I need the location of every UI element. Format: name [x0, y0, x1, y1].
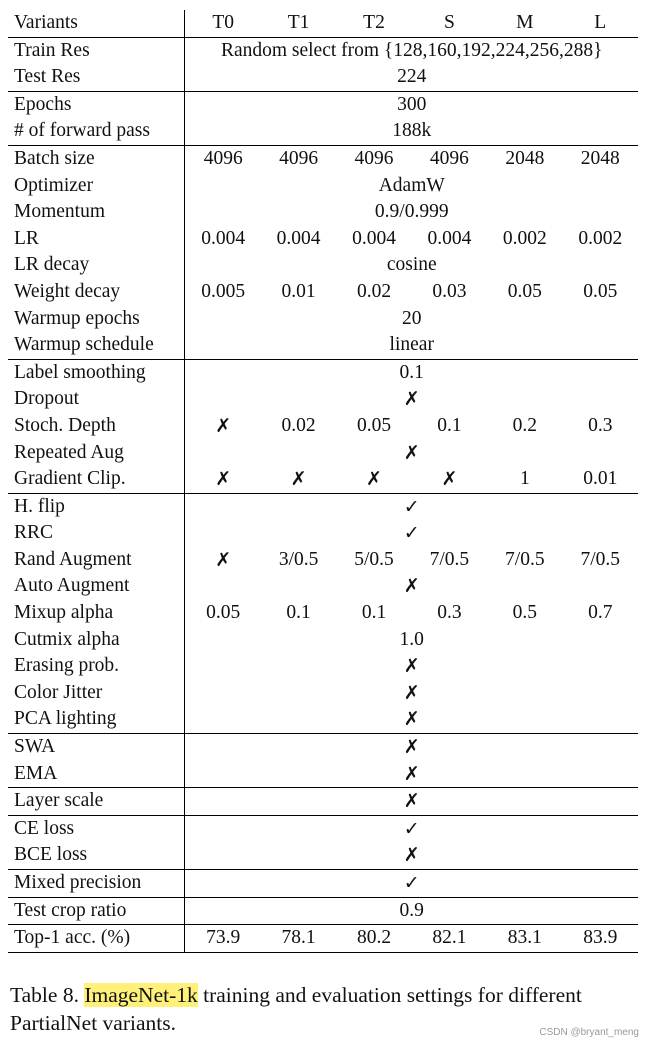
cell-value: 5/0.5 — [354, 548, 394, 570]
table-row — [8, 493, 638, 520]
table-row — [8, 653, 638, 680]
row-label: Test crop ratio — [8, 897, 185, 925]
cell-value: 0.3 — [437, 602, 462, 624]
shared-value: ✗ — [403, 762, 420, 785]
shared-value: ✗ — [403, 655, 420, 678]
cell-value: 0.03 — [432, 280, 467, 302]
table-row — [8, 118, 638, 145]
table-row — [8, 680, 638, 707]
shared-value: ✗ — [185, 788, 638, 816]
cell-value: 0.002 — [502, 227, 547, 249]
table-row — [8, 91, 638, 118]
cell-value: 0.2 — [512, 414, 537, 436]
shared-value: 0.9/0.999 — [374, 201, 449, 223]
cell-value: 4096 — [261, 145, 336, 172]
cell-value: 0.05 — [507, 280, 542, 302]
row-label: Mixup alpha — [8, 600, 185, 627]
header-col-t0: T0 — [212, 12, 235, 33]
shared-value: 300 — [185, 91, 638, 118]
header-col-t2: T2 — [363, 12, 385, 33]
shared-value: ✓ — [185, 815, 638, 842]
table-row — [8, 870, 638, 898]
row-label: Color Jitter — [8, 680, 185, 707]
table-row — [8, 466, 638, 493]
shared-value: ✗ — [403, 844, 420, 867]
cell-value: 0.05 — [206, 602, 241, 624]
cell-value: ✗ — [215, 548, 232, 571]
row-label: CE loss — [8, 815, 185, 842]
cell-value: 83.1 — [487, 925, 562, 953]
table-row — [8, 413, 638, 440]
shared-value: ✗ — [403, 575, 420, 598]
cell-value: 0.002 — [578, 227, 623, 249]
header-col-s: S — [443, 12, 455, 33]
shared-value: AdamW — [378, 174, 445, 196]
table-row — [8, 252, 638, 279]
row-label: Stoch. Depth — [8, 413, 185, 440]
shared-value: 188k — [392, 120, 432, 142]
cell-value: 0.01 — [583, 468, 618, 490]
cell-value: 0.1 — [437, 414, 462, 436]
table-row — [8, 706, 638, 733]
table-row — [8, 332, 638, 359]
table-row — [8, 734, 638, 761]
row-label: SWA — [8, 734, 185, 761]
table-row — [8, 600, 638, 627]
cell-value: 0.7 — [588, 602, 613, 624]
cell-value: 82.1 — [412, 925, 487, 953]
cell-value: 0.3 — [588, 414, 613, 436]
row-label: Erasing prob. — [8, 653, 185, 680]
cell-value: ✗ — [215, 414, 232, 437]
header-row — [8, 10, 638, 37]
table-row — [8, 897, 638, 925]
shared-value: ✗ — [185, 734, 638, 761]
table-row — [8, 173, 638, 200]
row-label: LR — [8, 226, 185, 253]
table-row — [8, 145, 638, 172]
row-label: Momentum — [8, 199, 185, 226]
row-label: # of forward pass — [8, 118, 185, 145]
row-label: Weight decay — [8, 279, 185, 306]
table-row — [8, 37, 638, 64]
row-label: H. flip — [8, 493, 185, 520]
row-label: Optimizer — [8, 173, 185, 200]
shared-value: linear — [389, 334, 434, 356]
cell-value: 0.005 — [201, 280, 246, 302]
cell-value: 0.004 — [201, 227, 246, 249]
table-row — [8, 815, 638, 842]
cell-value: 7/0.5 — [505, 548, 545, 570]
caption-prefix: Table 8. — [10, 983, 85, 1007]
table-row — [8, 226, 638, 253]
cell-value: 73.9 — [185, 925, 261, 953]
cell-value: 0.05 — [356, 414, 392, 436]
shared-value: 224 — [397, 66, 427, 88]
row-label: Auto Augment — [8, 573, 185, 600]
row-label: Train Res — [8, 37, 185, 64]
row-label: RRC — [8, 520, 185, 547]
shared-value: ✗ — [403, 681, 420, 704]
cell-value: ✗ — [366, 468, 382, 491]
table-row — [8, 359, 638, 386]
cell-value: 0.01 — [281, 280, 316, 302]
row-label: Test Res — [8, 64, 185, 91]
table-row — [8, 788, 638, 816]
cell-value: 2048 — [563, 145, 638, 172]
shared-value: 1.0 — [399, 628, 424, 650]
table-row — [8, 279, 638, 306]
cell-value: 4096 — [336, 145, 411, 172]
row-label: LR decay — [8, 252, 185, 279]
watermark: CSDN @bryant_meng — [539, 1027, 639, 1038]
row-label: Mixed precision — [8, 870, 185, 898]
cell-value: 4096 — [412, 145, 487, 172]
caption-rest: training and evaluation settings for different PartialNet variants. — [10, 983, 582, 1035]
row-label: Gradient Clip. — [8, 466, 185, 493]
cell-value: 0.004 — [276, 227, 321, 249]
row-label: Warmup schedule — [8, 332, 185, 359]
table-row — [8, 573, 638, 600]
cell-value: 0.5 — [512, 602, 537, 624]
settings-table — [8, 10, 638, 953]
cell-value: 0.004 — [427, 227, 472, 249]
shared-value: 20 — [401, 307, 422, 329]
table-row — [8, 386, 638, 413]
table-row — [8, 199, 638, 226]
header-col-l: L — [594, 12, 607, 33]
cell-value: 7/0.5 — [429, 548, 470, 570]
row-label: Epochs — [8, 91, 185, 118]
row-label: EMA — [8, 761, 185, 788]
row-label: Top-1 acc. (%) — [8, 925, 185, 953]
caption-highlight: ImageNet-1k — [84, 983, 198, 1007]
table-row — [8, 64, 638, 91]
table-row — [8, 925, 638, 953]
row-label: Repeated Aug — [8, 440, 185, 467]
row-label: BCE loss — [8, 842, 185, 869]
row-label: Label smoothing — [8, 359, 185, 386]
shared-value: ✓ — [185, 870, 638, 898]
cell-value: 0.004 — [352, 227, 396, 249]
cell-value: 2048 — [487, 145, 562, 172]
row-label: PCA lighting — [8, 706, 185, 733]
cell-value: ✗ — [290, 468, 307, 491]
shared-value: ✗ — [403, 388, 420, 411]
row-label: Cutmix alpha — [8, 627, 185, 654]
cell-value: 0.02 — [356, 280, 392, 302]
table-row — [8, 842, 638, 869]
cell-value: 80.2 — [336, 925, 411, 953]
row-label: Batch size — [8, 145, 185, 172]
shared-value: 0.9 — [185, 897, 638, 925]
cell-value: 0.1 — [361, 602, 387, 624]
table-row — [8, 627, 638, 654]
row-label: Dropout — [8, 386, 185, 413]
table-row — [8, 306, 638, 333]
shared-value: cosine — [386, 254, 437, 276]
shared-value: ✓ — [403, 522, 420, 545]
cell-value: 4096 — [185, 145, 261, 172]
row-label: Rand Augment — [8, 547, 185, 574]
header-col-t1: T1 — [287, 12, 310, 33]
shared-value: ✓ — [185, 493, 638, 520]
table-row — [8, 520, 638, 547]
cell-value: 0.1 — [286, 602, 311, 624]
shared-value: 0.1 — [185, 359, 638, 386]
table-row — [8, 440, 638, 467]
cell-value: 3/0.5 — [278, 548, 319, 570]
header-col-m: M — [516, 12, 534, 33]
shared-value: Random select from {128,160,192,224,256,288} — [185, 37, 638, 64]
table-row — [8, 761, 638, 788]
cell-value: 83.9 — [563, 925, 638, 953]
cell-value: ✗ — [215, 468, 232, 491]
cell-value: 1 — [519, 468, 530, 490]
cell-value: 7/0.5 — [580, 548, 621, 570]
table-body — [8, 37, 638, 952]
cell-value: 78.1 — [261, 925, 336, 953]
cell-value: ✗ — [441, 468, 458, 491]
row-label: Layer scale — [8, 788, 185, 816]
cell-value: 0.02 — [281, 414, 316, 436]
header-variants-label: Variants — [8, 10, 185, 37]
shared-value: ✗ — [403, 708, 420, 731]
shared-value: ✗ — [403, 441, 420, 464]
row-label: Warmup epochs — [8, 306, 185, 333]
cell-value: 0.05 — [583, 280, 618, 302]
table-row — [8, 547, 638, 574]
